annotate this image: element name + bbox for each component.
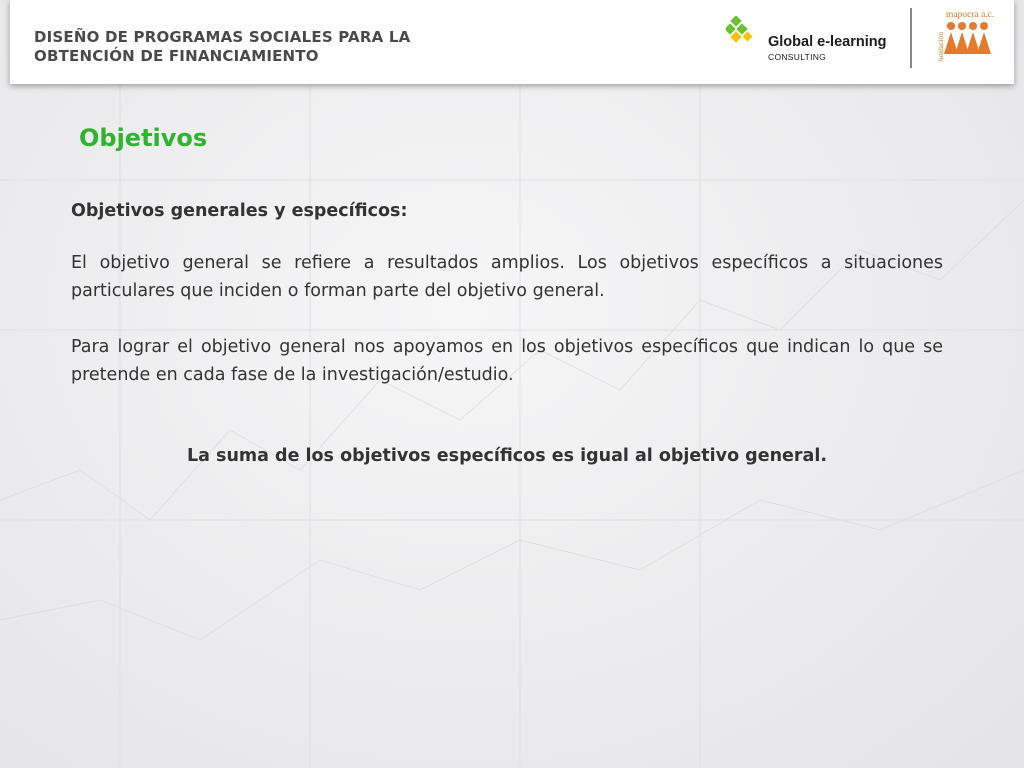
header-bar [10,0,1014,84]
global-elearning-logo-text: Global e-learning [768,34,887,50]
content-body [71,197,943,389]
logo-divider [910,8,912,68]
presentation-title-line2: OBTENCIÓN DE FINANCIAMIENTO [34,47,319,65]
fundacion-logo-top-text: mapocra a.c. [946,10,995,20]
section-title: Objetivos [79,124,208,152]
presentation-title [34,28,410,66]
global-elearning-logo-subtitle: CONSULTING [768,52,827,62]
presentation-title-line1: DISEÑO DE PROGRAMAS SOCIALES PARA LA [34,28,411,46]
people-figures-logo-icon [944,20,998,60]
subheading: Objetivos generales y específicos: [71,201,408,221]
fundacion-logo-vertical-text: fundación [936,32,945,62]
paragraph-specific-objectives: Para lograr el objetivo general nos apoyamos en los objetivos específicos que indican lo que se pretende en cada fase de la investigación/estudio. [71,337,943,385]
green-yellow-cross-logo-icon [726,16,760,50]
fundacion-logo [934,6,1000,62]
conclusion-statement: La suma de los objetivos específicos es igual al objetivo general. [186,446,827,466]
paragraph-general-objective: El objetivo general se refiere a resultados amplios. Los objetivos específicos a situaciones particulares que inciden o forman parte del objetivo general. [71,253,943,301]
global-elearning-logo [726,16,896,66]
